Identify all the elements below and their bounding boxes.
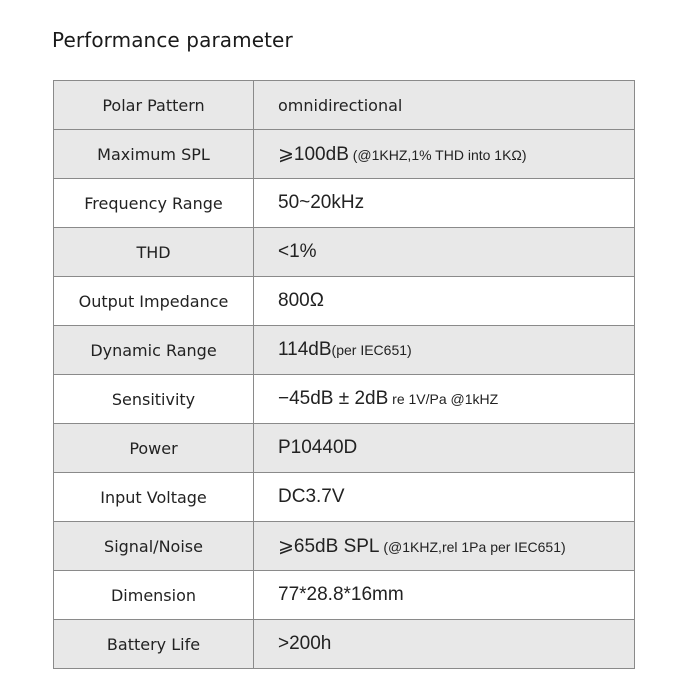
table-row bbox=[54, 81, 635, 130]
row-label: Dimension bbox=[54, 571, 254, 620]
table-row bbox=[54, 473, 635, 522]
value-main: 50~20kHz bbox=[278, 192, 365, 213]
row-label: Power bbox=[54, 424, 254, 473]
value-note: re 1V/Pa @1kHZ bbox=[388, 391, 499, 407]
value-note: (@1KHZ,rel 1Pa per IEC651) bbox=[379, 538, 566, 555]
row-label: Output Impedance bbox=[54, 277, 254, 326]
table-row bbox=[54, 522, 635, 571]
value-note: (per IEC651) bbox=[331, 342, 412, 358]
row-label: Sensitivity bbox=[54, 375, 254, 424]
value-main: 800Ω bbox=[278, 290, 324, 311]
value-note: (@1KHZ,1% THD into 1KΩ) bbox=[348, 146, 527, 163]
table-row bbox=[54, 130, 635, 179]
table-row bbox=[54, 277, 635, 326]
row-value bbox=[254, 424, 635, 473]
table-row bbox=[54, 179, 635, 228]
page-title: Performance parameter bbox=[52, 28, 293, 52]
row-value bbox=[254, 522, 635, 571]
row-label: Frequency Range bbox=[54, 179, 254, 228]
row-value bbox=[254, 571, 635, 620]
table-row bbox=[54, 620, 635, 669]
performance-parameter-table bbox=[53, 80, 635, 669]
row-value bbox=[254, 277, 635, 326]
table-row bbox=[54, 326, 635, 375]
value-main: DC3.7V bbox=[278, 486, 345, 507]
table-row bbox=[54, 424, 635, 473]
row-label: Polar Pattern bbox=[54, 81, 254, 130]
row-label: Dynamic Range bbox=[54, 326, 254, 375]
value-main: 77*28.8*16mm bbox=[278, 584, 404, 605]
value-main: ⩾100dB bbox=[278, 143, 349, 165]
value-main: ⩾65dB SPL bbox=[278, 535, 380, 557]
row-value bbox=[254, 375, 635, 424]
row-value bbox=[254, 228, 635, 277]
table-row bbox=[54, 571, 635, 620]
row-label: THD bbox=[54, 228, 254, 277]
value-main: <1% bbox=[278, 241, 317, 262]
row-label: Signal/Noise bbox=[54, 522, 254, 571]
row-value bbox=[254, 326, 635, 375]
table-row bbox=[54, 375, 635, 424]
row-value bbox=[254, 473, 635, 522]
value-main: >200h bbox=[278, 633, 332, 654]
row-label: Battery Life bbox=[54, 620, 254, 669]
table-row bbox=[54, 228, 635, 277]
row-value bbox=[254, 179, 635, 228]
row-value bbox=[254, 130, 635, 179]
row-label: Maximum SPL bbox=[54, 130, 254, 179]
value-main: omnidirectional bbox=[278, 95, 403, 115]
value-main: 114dB bbox=[278, 339, 332, 360]
row-label: Input Voltage bbox=[54, 473, 254, 522]
value-main: −45dB ± 2dB bbox=[278, 388, 389, 409]
value-main: P10440D bbox=[278, 437, 358, 458]
row-value bbox=[254, 620, 635, 669]
row-value bbox=[254, 81, 635, 130]
